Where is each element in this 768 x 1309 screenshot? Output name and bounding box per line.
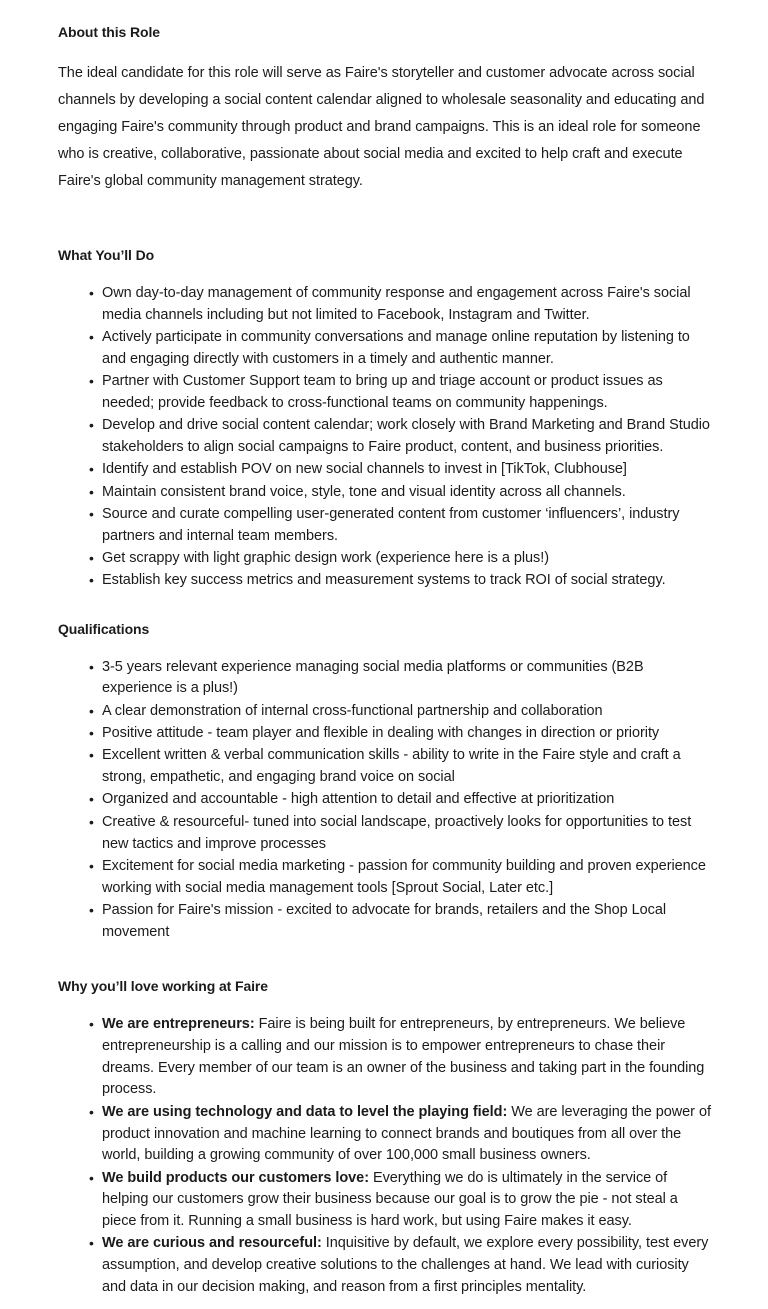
- value-body: Inquisitive by default, we explore every possibility, test every assumption, and develop creative solutions to the challenges at hand. We lead with curiosity and data in our decision making, and reason from a first principles mentality.: [102, 1235, 709, 1296]
- section-why-youll-love-working-at-faire: [58, 976, 712, 1299]
- section-qualifications: [58, 619, 712, 944]
- list-item: • Creative & resourceful- tuned into social landscape, proactively looks for opportunities to test new tactics and improve processes: [58, 812, 712, 856]
- list-item: • 3-5 years relevant experience managing social media platforms or communities (B2B experience is a plus!): [58, 657, 712, 701]
- value-lead: We are using technology and data to level the playing field:: [102, 1103, 508, 1120]
- list-item: • Get scrappy with light graphic design work (experience here is a plus!): [58, 548, 712, 570]
- list-item: • Excitement for social media marketing - passion for community building and proven experience working with social media management tools [Sprout Social, Later etc.]: [58, 856, 712, 900]
- list-item: [58, 1102, 712, 1167]
- spacer: [58, 195, 712, 245]
- value-body: Everything we do is ultimately in the service of helping our customers grow their business because our goal is to grow the pie - not steal a piece from it. Running a small business is hard work, but using Faire makes it easy.: [102, 1169, 678, 1230]
- value-lead: We are entrepreneurs:: [102, 1016, 255, 1033]
- list-item: [58, 1014, 712, 1101]
- list-item: • Own day-to-day management of community response and engagement across Faire's social media channels including but not limited to Facebook, Instagram and Twitter.: [58, 283, 712, 327]
- section-what-youll-do: [58, 245, 712, 592]
- list-item: [58, 1233, 712, 1298]
- list-item: • Positive attitude - team player and flexible in dealing with changes in direction or priority: [58, 723, 712, 745]
- value-body: We are leveraging the power of product innovation and machine learning to connect brands and boutiques from all over the world, building a growing community of over 100,000 small business owners.: [102, 1103, 711, 1164]
- company-values-list: [58, 1014, 712, 1299]
- list-item: • Partner with Customer Support team to bring up and triage account or product issues as needed; provide feedback to cross-functional teams on community happenings.: [58, 371, 712, 415]
- what-youll-do-heading: What You’ll Do: [58, 247, 155, 263]
- value-lead: We build products our customers love:: [102, 1169, 369, 1186]
- why-youll-love-working-at-faire-heading: Why you’ll love working at Faire: [58, 978, 268, 995]
- list-item: • Develop and drive social content calendar; work closely with Brand Marketing and Brand Studio stakeholders to align social campaigns to Faire product, content, and business priorities.: [58, 415, 712, 459]
- what-youll-do-list: [58, 283, 712, 592]
- list-item: • Source and curate compelling user-generated content from customer ‘influencers’, industry partners and internal team members.: [58, 504, 712, 548]
- list-item: • Excellent written & verbal communication skills - ability to write in the Faire style and craft a strong, empathetic, and engaging brand voice on social: [58, 745, 712, 789]
- value-body: Faire is being built for entrepreneurs, by entrepreneurs. We believe entrepreneurship is a calling and our mission is to empower entrepreneurs to chase their dreams. Every member of our team is an owner of the business and taking part in the founding process.: [102, 1016, 705, 1098]
- qualifications-heading: Qualifications: [58, 620, 150, 637]
- list-item: • Maintain consistent brand voice, style, tone and visual identity across all channels.: [58, 482, 712, 504]
- about-this-role-paragraph: The ideal candidate for this role will serve as Faire's storyteller and customer advocate across social channels by developing a social content calendar aligned to wholesale seasonality and educating and engaging Faire's community through product and brand campaigns. This is an ideal role for someone who is creative, collaborative, passionate about social media and excited to help craft and execute Faire's global community management strategy.: [58, 65, 705, 189]
- spacer: [58, 944, 712, 976]
- value-lead: We are curious and resourceful:: [102, 1235, 322, 1252]
- list-item: • Establish key success metrics and measurement systems to track ROI of social strategy.: [58, 570, 712, 592]
- list-item: • A clear demonstration of internal cross-functional partnership and collaboration: [58, 701, 712, 723]
- section-about-this-role: [58, 22, 712, 195]
- list-item: • Organized and accountable - high attention to detail and effective at prioritization: [58, 789, 712, 811]
- list-item: • Actively participate in community conversations and manage online reputation by listening to and engaging directly with customers in a timely and authentic manner.: [58, 327, 712, 371]
- about-this-role-heading: About this Role: [58, 24, 160, 40]
- spacer: [58, 593, 712, 619]
- qualifications-list: [58, 657, 712, 944]
- list-item: [58, 1168, 712, 1233]
- list-item: • Identify and establish POV on new social channels to invest in [TikTok, Clubhouse]: [58, 459, 712, 481]
- list-item: • Passion for Faire's mission - excited to advocate for brands, retailers and the Shop Local movement: [58, 900, 712, 944]
